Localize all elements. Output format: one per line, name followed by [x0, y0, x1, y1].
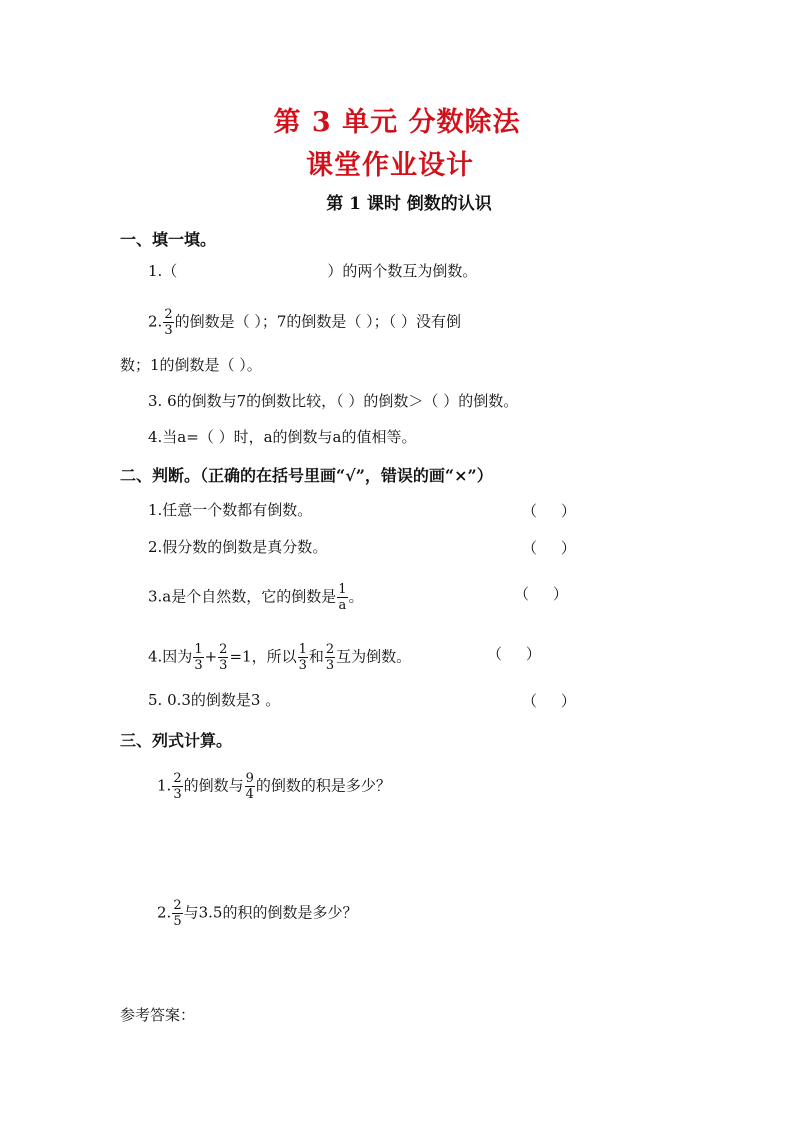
s2-q3-end: 。 — [348, 587, 364, 606]
s2-answer-paren-3: （ ） — [514, 585, 568, 603]
s1-q2-text: 的倒数是（ ）；7的倒数是（ ）；（ ）没有倒 — [174, 312, 461, 331]
fraction-denominator: 3 — [194, 658, 203, 673]
fraction-denominator: 3 — [325, 658, 335, 673]
fraction-denominator: 3 — [219, 658, 228, 673]
fraction-denominator: a — [338, 598, 347, 613]
fraction-nine-fourths — [245, 771, 255, 802]
fraction-denominator: 3 — [173, 787, 182, 802]
s3-q1-prefix: 1. — [157, 776, 172, 795]
s2-answer-paren-5: （ ） — [522, 692, 576, 710]
s1-question-3: 3. 6的倒数与7的倒数比较，（ ）的倒数＞（ ）的倒数。 — [148, 392, 519, 410]
fraction-numerator: 9 — [245, 771, 254, 786]
s3-question-2 — [157, 898, 357, 929]
s1-question-2-cont: 数；1的倒数是（ ）。 — [120, 356, 262, 374]
s1-q2-prefix: 2. — [148, 312, 163, 331]
s1-question-2 — [148, 307, 461, 338]
s3-q1-text-c: 的倒数的积是多少？ — [255, 776, 391, 795]
s1-question-4: 4.当a=（ ）时，a的倒数与a的值相等。 — [148, 428, 417, 446]
s2-question-3 — [148, 582, 364, 613]
s2-answer-paren-2: （ ） — [522, 539, 576, 557]
fraction-one-third — [193, 642, 203, 673]
fraction-two-thirds — [172, 771, 182, 802]
s2-q4-text-d: 互为倒数。 — [336, 647, 412, 666]
fraction-numerator: 2 — [164, 307, 173, 322]
s2-q4-text-b: =1，所以 — [229, 647, 297, 666]
s1-q1-suffix: ）的两个数互为倒数。 — [327, 262, 478, 280]
fraction-numerator: 2 — [219, 642, 228, 657]
s3-q2-text: 与3.5的积的倒数是多少？ — [183, 903, 358, 922]
s2-question-2: 2.假分数的倒数是真分数。 — [148, 538, 328, 556]
fraction-one-third — [298, 642, 308, 673]
title-unit: 第 3 单元 分数除法 — [273, 107, 521, 138]
fraction-numerator: 2 — [325, 642, 335, 657]
fraction-two-thirds — [218, 642, 228, 673]
fraction-denominator: 4 — [245, 787, 254, 802]
s2-q4-text-a: 4.因为 — [148, 647, 193, 666]
fraction-denominator: 3 — [298, 658, 307, 673]
s1-question-1 — [148, 261, 477, 281]
s3-question-1 — [157, 771, 391, 802]
section1-heading: 一、填一填。 — [120, 230, 217, 249]
s2-question-1: 1.任意一个数都有倒数。 — [148, 501, 313, 519]
s1-q1-prefix: 1.（ — [148, 262, 178, 280]
s2-q3-text: 3.a是个自然数，它的倒数是 — [148, 587, 337, 606]
fraction-numerator: 2 — [173, 898, 182, 913]
fraction-numerator: 1 — [194, 642, 203, 657]
fraction-two-thirds — [163, 307, 173, 338]
answers-label: 参考答案： — [120, 1006, 196, 1024]
plus-sign: + — [204, 647, 218, 666]
s3-q1-text-b: 的倒数与 — [183, 776, 244, 795]
s2-question-5: 5. 0.3的倒数是3 。 — [148, 691, 281, 709]
fraction-numerator: 1 — [338, 582, 347, 597]
fraction-numerator: 1 — [298, 642, 307, 657]
section2-heading: 二、判断。（正确的在括号里画“√”，错误的画“×”） — [120, 466, 493, 485]
fraction-denominator: 5 — [173, 914, 182, 929]
lesson-title: 第 1 课时 倒数的认识 — [326, 194, 492, 214]
section3-heading: 三、列式计算。 — [120, 731, 233, 750]
s2-answer-paren-4: （ ） — [487, 645, 541, 663]
s2-q4-text-c: 和 — [308, 647, 324, 666]
title-homework: 课堂作业设计 — [306, 150, 474, 181]
fraction-two-fifths — [172, 898, 182, 929]
s2-question-4 — [148, 642, 411, 673]
s3-q2-prefix: 2. — [157, 903, 172, 922]
fraction-one-over-a — [337, 582, 347, 613]
fraction-denominator: 3 — [164, 323, 173, 338]
fraction-numerator: 2 — [173, 771, 182, 786]
fraction-two-thirds — [325, 642, 335, 673]
s2-answer-paren-1: （ ） — [522, 502, 576, 520]
